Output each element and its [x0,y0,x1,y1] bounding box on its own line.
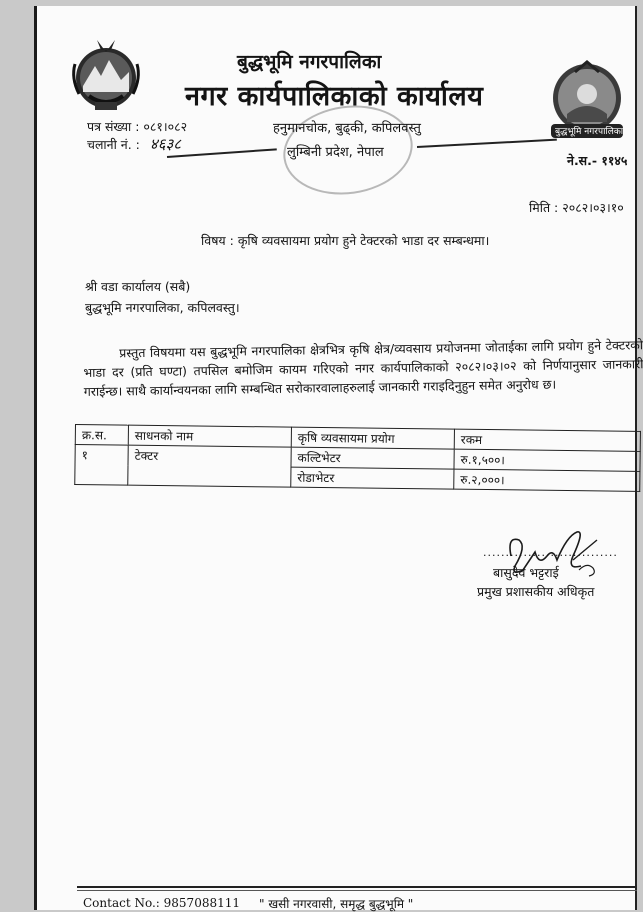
cell-usage: कल्टिभेटर [291,447,454,469]
signature-line: .............................. [483,546,618,559]
signatory-name: बासुदेव भट्टराई [493,565,559,580]
municipality-name: बुद्धभूमि नगरपालिका [237,51,382,73]
footer-rule [77,886,637,888]
cell-usage: रोडाभेटर [291,467,454,489]
footer-slogan: " खसी नगरवासी, समृद्ध बुद्धभूमि " [259,897,414,911]
col-header-serial: क्र.स. [75,425,128,446]
office-title: नगर कार्यपालिकाको कार्यालय [185,81,484,112]
rate-table [74,424,641,492]
col-header-vehicle: साधनको नाम [128,425,291,447]
logo-banner-text: बुद्धभूमि नगरपालिका [555,127,624,137]
col-header-usage: कृषि व्यवसायमा प्रयोग [291,427,454,449]
dispatch-number-label: चलानी नं. : [87,137,140,152]
footer-contact: Contact No.: 9857088111 [83,896,241,910]
header-rule-left [167,148,277,157]
office-province: लुम्बिनी प्रदेश, नेपाल [287,145,384,160]
letter-number-value: ०८१।०८२ [143,119,188,134]
cell-serial: १ [75,445,128,486]
letter-body: प्रस्तुत विषयमा यस बुद्धभूमि नगरपालिका क्षेत्रभित्र कृषि क्षेत्र/व्यवसाय प्रयोजनमा जोताईका लागि प्रयोग हुने टेक्टरको भाडा दर (प्रति घण्टा) तपसिल बमोजिम कायम गरिएको नगर कार्यपालिकाको २०८२।०३।०२ को निर्णयानुसार जानकारी गराईन्छ। साथै कार्यान्वयनका लागि सम्बन्धित सरोकारवालाहरुलाई जानकारी गराइदिनुहुन समेत अनुरोध छ। [83,337,643,399]
col-header-amount: रकम [454,429,640,451]
signatory-title: प्रमुख प्रशासकीय अधिकृत [477,584,595,599]
header-rule-right [417,139,557,148]
recipient-line-1: श्री वडा कार्यालय (सबै) [85,279,191,294]
cell-amount: रु.२,०००। [454,469,640,491]
letter-number-line [87,118,187,135]
nepal-emblem-icon [69,36,143,114]
cell-vehicle: टेक्टर [128,445,291,487]
municipality-logo [545,58,629,142]
dispatch-number-line [87,134,181,154]
recipient-line-2: बुद्धभूमि नगरपालिका, कपिलवस्तु। [85,300,240,315]
footer-rule-thin [77,890,637,891]
letter-date: मिति : २०८२।०३।१० [529,200,624,215]
established-year: ने.स.- ११४५ [567,153,628,168]
office-address: हनुमानचोक, बुढ्की, कपिलवस्तु [273,121,421,136]
letter-number-label: पत्र संख्या : [87,119,140,134]
dispatch-number-value: ४६३८ [149,135,182,153]
letter-subject: विषय : कृषि व्यवसायमा प्रयोग हुने टेक्टरको भाडा दर सम्बन्धमा। [201,233,490,248]
letter-sheet [34,6,643,911]
cell-amount: रु.१,५००। [454,449,640,471]
